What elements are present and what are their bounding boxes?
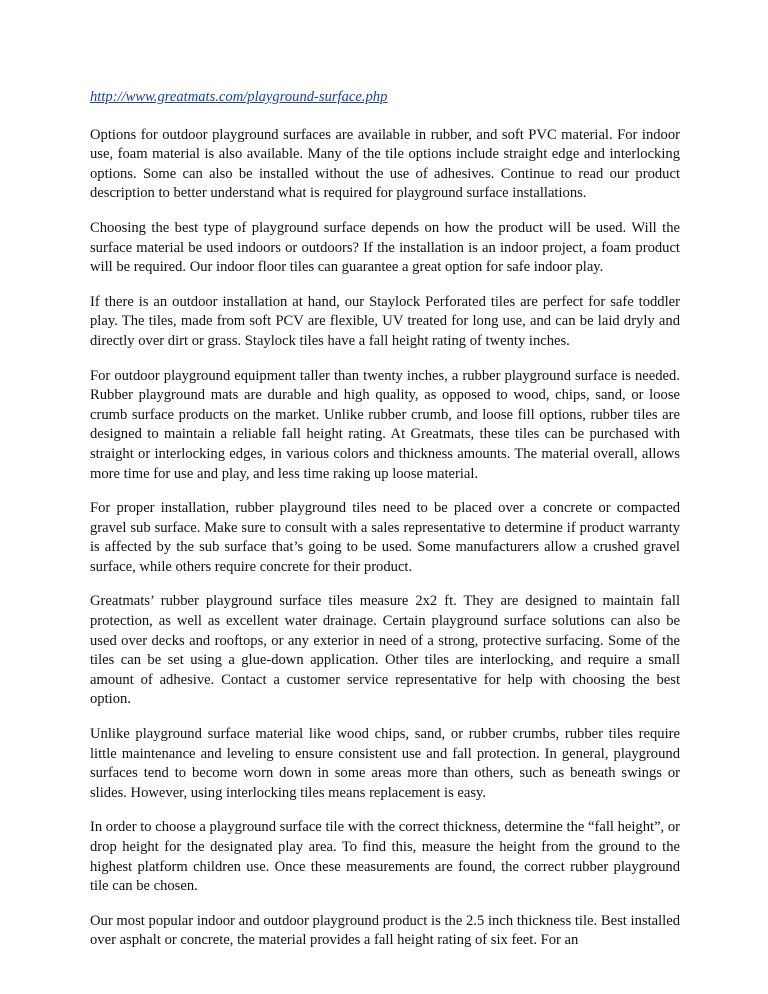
paragraph-rubber-surface: For outdoor playground equipment taller than twenty inches, a rubber playground surface is needed. Rubber playground mats are durable and high quality, as opposed to wood, chips, sand, or loose crumb surface products on the market. Unlike rubber crumb, and loose fill options, rubber tiles are designed to maintain a reliable fall height rating. At Greatmats, these tiles can be purchased with straight or interlocking edges, in various colors and thickness amounts. The material overall, allows more time for use and play, and less time raking up loose material. [90,367,680,482]
paragraph-tile-size: Greatmats’ rubber playground surface tiles measure 2x2 ft. They are designed to maintain fall protection, as well as excellent water drainage. Certain playground surface solutions can also be used over decks and rooftops, or any exterior in need of a strong, protective surfacing. Some of the tiles can be set using a glue-down application. Other tiles are interlocking, and require a small amount of adhesive. Contact a customer service representative for help with choosing the best option. [90,593,680,708]
paragraph-options: Options for outdoor playground surfaces are available in rubber, and soft PVC material. For indoor use, foam material is also available. Many of the tile options include straight edge and interlocking options. Some can also be installed without the use of adhesives. Continue to read our product description to better understand what is required for playground surface installations. [90,126,680,202]
paragraph-fall-height: In order to choose a playground surface tile with the correct thickness, determine the “fall height”, or drop height for the designated play area. To find this, measure the height from the ground to the highest platform children use. Once these measurements are found, the correct rubber playground tile can be chosen. [90,819,681,895]
source-link[interactable]: http://www.greatmats.com/playground-surface.php [90,89,388,105]
paragraph-popular-product: Our most popular indoor and outdoor playground product is the 2.5 inch thickness tile. Best installed over asphalt or concrete, the material provides a fall height rating of six feet. For an [90,912,680,949]
paragraph-maintenance: Unlike playground surface material like wood chips, sand, or rubber crumbs, rubber tiles require little maintenance and leveling to ensure consistent use and fall protection. In general, playground surfaces tend to become worn down in some areas more than others, such as beneath swings or slides. However, using interlocking tiles means replacement is easy. [90,726,680,801]
paragraph-installation: For proper installation, rubber playground tiles need to be placed over a concrete or compacted gravel sub surface. Make sure to consult with a sales representative to determine if product warranty is affected by the sub surface that’s going to be used. Some manufacturers allow a crushed gravel surface, while others require concrete for their product. [90,500,680,575]
paragraph-choosing: Choosing the best type of playground surface depends on how the product will be used. Will the surface material be used indoors or outdoors? If the installation is an indoor project, a foam product will be required. Our indoor floor tiles can guarantee a great option for safe indoor play. [90,219,680,276]
paragraph-staylock: If there is an outdoor installation at hand, our Staylock Perforated tiles are perfect for safe toddler play. The tiles, made from soft PCV are flexible, UV treated for long use, and can be laid dryly and directly over dirt or grass. Staylock tiles have a fall height rating of twenty inches. [90,293,680,349]
document-body [90,88,680,966]
